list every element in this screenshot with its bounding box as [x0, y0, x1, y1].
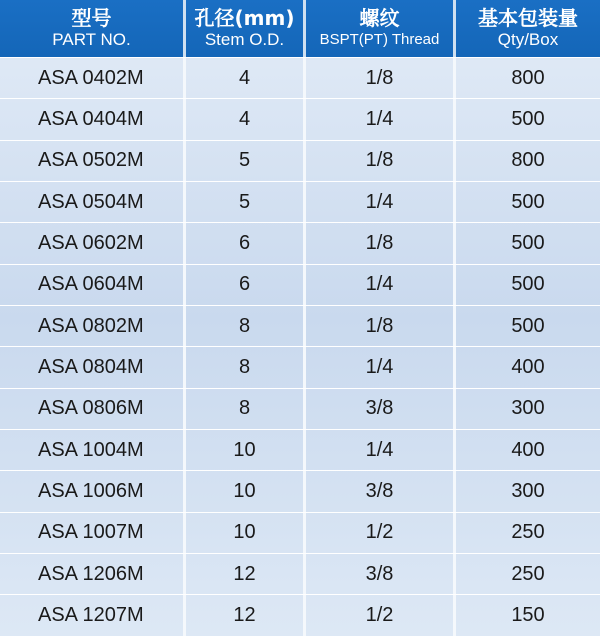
part-no-cell: ASA 0502M	[0, 141, 186, 181]
header-qty-box	[456, 0, 600, 57]
header-qty-box-en: Qty/Box	[497, 30, 559, 49]
thread-cell: 1/4	[306, 99, 456, 139]
header-thread-zh: 螺纹	[359, 6, 400, 30]
qty-box-cell: 500	[511, 190, 545, 213]
qty-box-cell: 250	[511, 521, 545, 544]
qty-box-cell: 800	[511, 66, 545, 89]
qty-box-cell: 800	[511, 149, 545, 172]
stem-od-cell: 12	[186, 595, 306, 635]
table-row	[0, 264, 600, 305]
thread-cell: 1/2	[306, 513, 456, 553]
table-row	[0, 98, 600, 139]
table-row	[0, 388, 600, 429]
part-no-cell: ASA 1007M	[0, 513, 186, 553]
part-no-cell: ASA 0804M	[0, 347, 186, 387]
table-row	[0, 140, 600, 181]
qty-box-cell: 500	[511, 232, 545, 255]
qty-box-cell: 400	[511, 356, 545, 379]
table-row	[0, 594, 600, 635]
stem-od-cell: 4	[186, 99, 306, 139]
header-stem-od-zh: 孔径(mm)	[194, 6, 295, 30]
table-body	[0, 57, 600, 636]
part-no-cell: ASA 0604M	[0, 265, 186, 305]
table-row	[0, 429, 600, 470]
table-row	[0, 57, 600, 98]
qty-box-cell: 500	[511, 273, 545, 296]
header-qty-box-zh: 基本包装量	[478, 6, 578, 30]
qty-box-cell: 400	[511, 438, 545, 461]
qty-box-cell: 300	[511, 397, 545, 420]
part-no-cell: ASA 0504M	[0, 182, 186, 222]
stem-od-cell: 5	[186, 182, 306, 222]
table-row	[0, 222, 600, 263]
stem-od-cell: 10	[186, 471, 306, 511]
stem-od-cell: 12	[186, 554, 306, 594]
part-no-cell: ASA 1006M	[0, 471, 186, 511]
thread-cell: 1/4	[306, 347, 456, 387]
thread-cell: 1/4	[306, 430, 456, 470]
thread-cell: 1/8	[306, 306, 456, 346]
stem-od-cell: 10	[186, 513, 306, 553]
thread-cell: 3/8	[306, 389, 456, 429]
qty-box-cell: 300	[511, 480, 545, 503]
stem-od-cell: 8	[186, 347, 306, 387]
part-no-cell: ASA 0802M	[0, 306, 186, 346]
thread-cell: 1/4	[306, 182, 456, 222]
qty-box-cell: 500	[511, 314, 545, 337]
stem-od-cell: 8	[186, 306, 306, 346]
header-part-no	[0, 0, 186, 57]
part-no-cell: ASA 0402M	[0, 58, 186, 98]
table-row	[0, 470, 600, 511]
table-row	[0, 553, 600, 594]
thread-cell: 1/2	[306, 595, 456, 635]
thread-cell: 1/8	[306, 141, 456, 181]
table-row	[0, 512, 600, 553]
part-no-cell: ASA 0404M	[0, 99, 186, 139]
part-no-cell: ASA 0602M	[0, 223, 186, 263]
qty-box-cell: 150	[511, 604, 545, 627]
stem-od-cell: 6	[186, 265, 306, 305]
thread-cell: 1/8	[306, 58, 456, 98]
table-row	[0, 346, 600, 387]
stem-od-cell: 8	[186, 389, 306, 429]
stem-od-cell: 6	[186, 223, 306, 263]
stem-od-cell: 5	[186, 141, 306, 181]
header-part-no-zh: 型号	[71, 6, 112, 30]
thread-cell: 3/8	[306, 471, 456, 511]
table-row	[0, 181, 600, 222]
table-row	[0, 305, 600, 346]
header-stem-od	[186, 0, 306, 57]
stem-od-cell: 10	[186, 430, 306, 470]
part-no-cell: ASA 1004M	[0, 430, 186, 470]
header-stem-od-en: Stem O.D.	[204, 30, 285, 49]
qty-box-cell: 500	[511, 108, 545, 131]
thread-cell: 1/8	[306, 223, 456, 263]
qty-box-cell: 250	[511, 562, 545, 585]
part-no-cell: ASA 1207M	[0, 595, 186, 635]
part-no-cell: ASA 0806M	[0, 389, 186, 429]
table-header	[0, 0, 600, 57]
thread-cell: 3/8	[306, 554, 456, 594]
stem-od-cell: 4	[186, 58, 306, 98]
header-part-no-en: PART NO.	[52, 30, 131, 49]
thread-cell: 1/4	[306, 265, 456, 305]
header-thread	[306, 0, 456, 57]
header-thread-en: BSPT(PT) Thread	[319, 31, 440, 48]
part-no-cell: ASA 1206M	[0, 554, 186, 594]
